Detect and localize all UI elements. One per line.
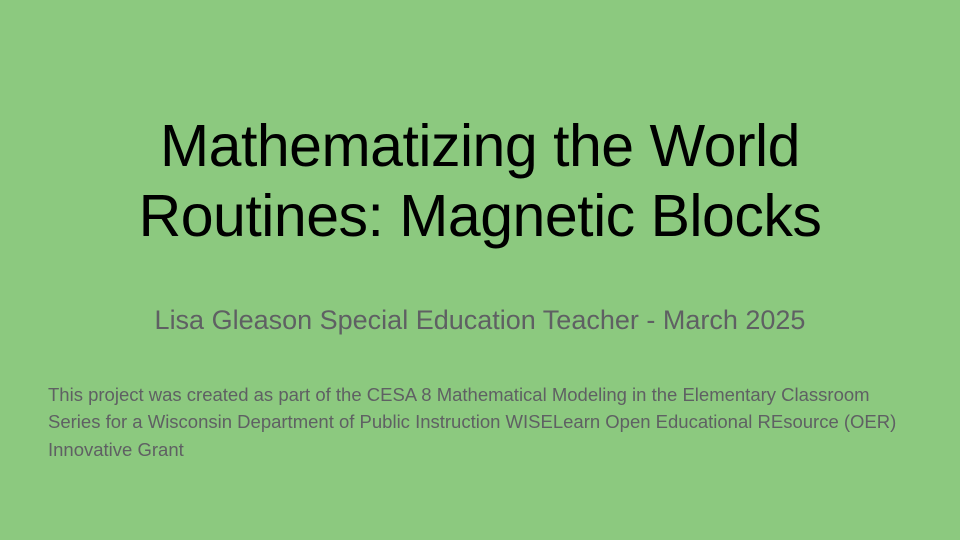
subtitle-block <box>60 303 900 338</box>
page-title: Mathematizing the World Routines: Magnetic Blocks <box>138 113 822 249</box>
slide-subtitle: Lisa Gleason Special Education Teacher - March 2025 <box>154 305 806 335</box>
title-block <box>60 112 900 251</box>
credit-block <box>48 381 898 463</box>
grant-credit-text: This project was created as part of the CESA 8 Mathematical Modeling in the Elementary Classroom Series for a Wisconsin Department of Public Instruction WISELearn Open Educational REsource (OER) Innovative Grant <box>48 384 897 460</box>
